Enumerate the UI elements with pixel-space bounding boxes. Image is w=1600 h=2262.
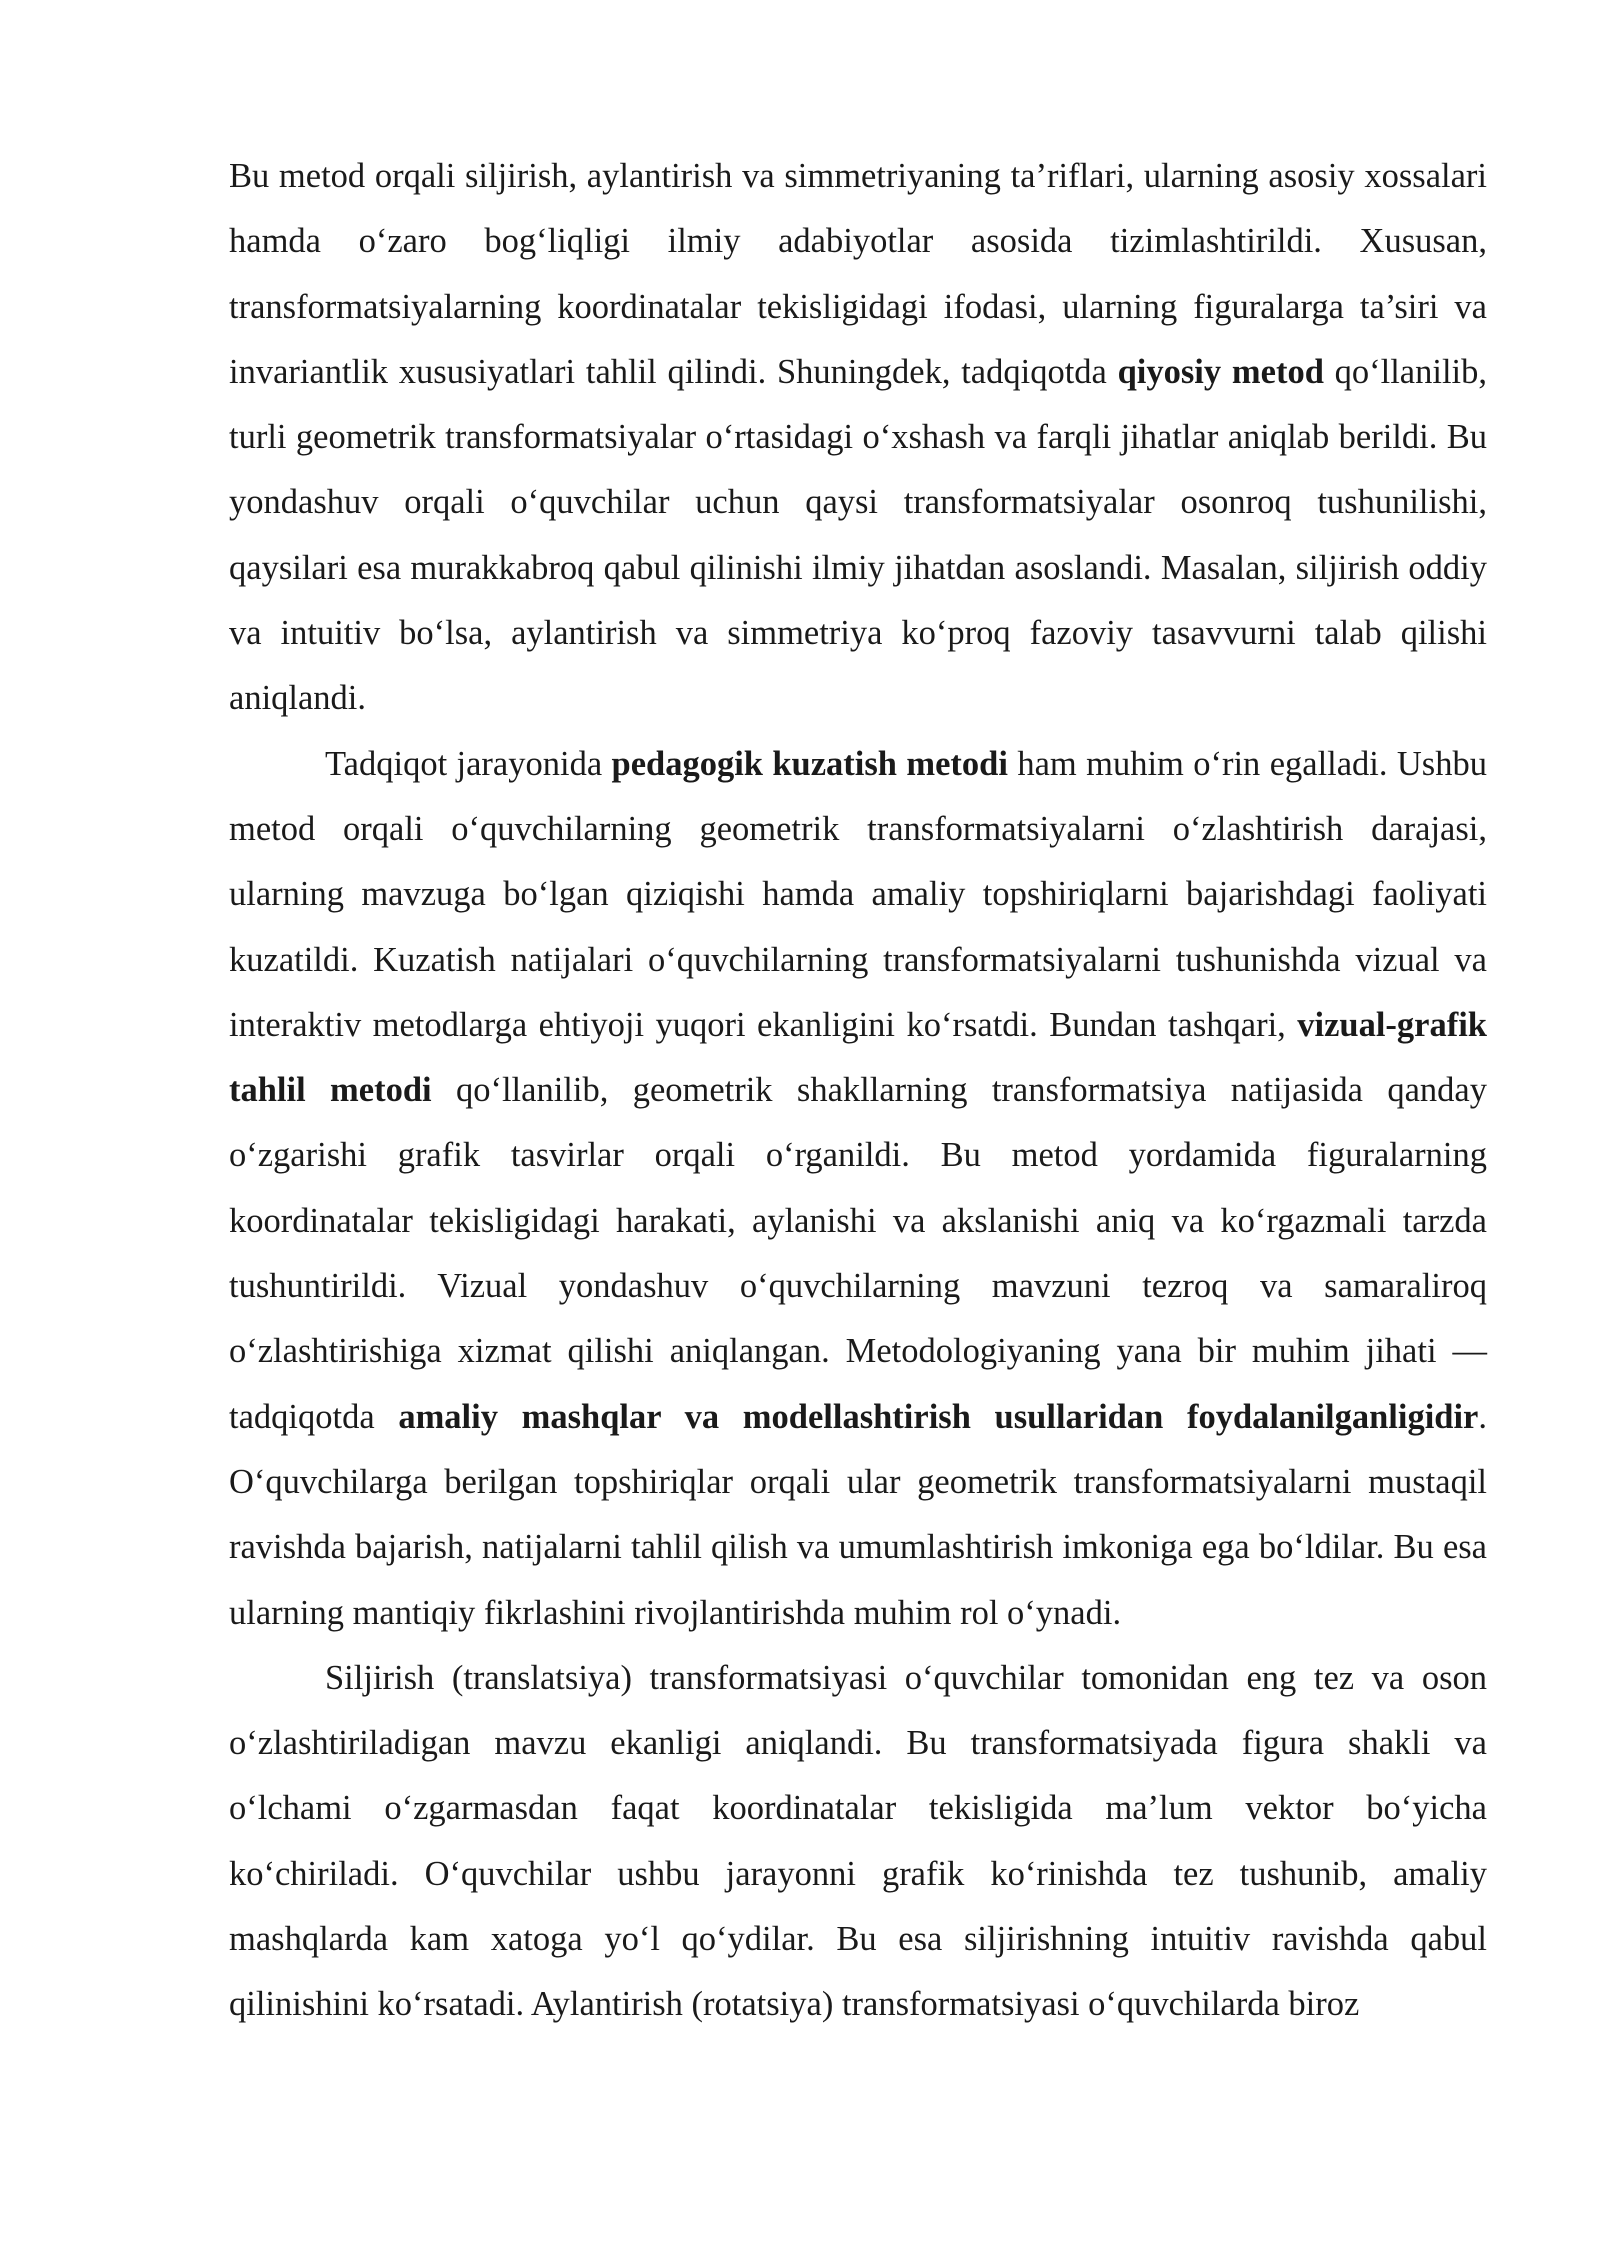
bold-term-vizual-grafik: vizual-grafik tahlil metodi [229, 1005, 1487, 1110]
text-run: qo‘llanilib, turli geometrik transformatsiyalar o‘rtasidagi o‘xshash va farqli jihatlar aniqlab berildi. Bu yondashuv orqali o‘quvchilar uchun qaysi transformatsiyalar osonroq tushunilishi, qaysilari esa murakkabroq qabul qilinishi ilmiy jihatdan asoslandi. Masalan, siljirish oddiy va intuitiv bo‘lsa, aylantirish va simmetriya ko‘proq fazoviy tasavvurni talab qilishi aniqlandi. [229, 352, 1488, 718]
bold-term-qiyosiy-metod: qiyosiy metod [1117, 352, 1324, 391]
paragraph-methods-comparison [229, 144, 1487, 732]
text-run: . O‘quvchilarga berilgan topshiriqlar orqali ular geometrik transformatsiyalarni mustaqil ravishda bajarish, natijalarni tahlil qilish va umumlashtirish imkoniga ega bo‘ldilar. Bu esa ularning mantiqiy fikrlashini rivojlantirishda muhim rol o‘ynadi. [229, 1397, 1487, 1632]
paragraph-pedagogical-observation [229, 732, 1487, 1646]
bold-term-amaliy-mashqlar: amaliy mashqlar va modellashtirish usullaridan foydalanilganligidir [398, 1397, 1479, 1436]
text-run: Tadqiqot jarayonida [325, 744, 612, 783]
text-run: Bu metod orqali siljirish, aylantirish va simmetriyaning ta’riflari, ularning asosiy xossalari hamda o‘zaro bog‘liqligi ilmiy adabiyotlar asosida tizimlashtirildi. Xususan, transformatsiyalarning koordinatalar tekisligidagi ifodasi, ularning figuralarga ta’siri va invariantlik xususiyatlari tahlil qilindi. Shuningdek, tadqiqotda [229, 157, 1487, 391]
document-page [229, 144, 1487, 2038]
text-run: qo‘llanilib, geometrik shakllarning transformatsiya natijasida qanday o‘zgarishi grafik tasvirlar orqali o‘rganildi. Bu metod yordamida figuralarning koordinatalar tekisligidagi harakati, aylanishi va akslanishi aniq va ko‘rgazmali tarzda tushuntirildi. Vizual yondashuv o‘quvchilarning mavzuni tezroq va samaraliroq o‘zlashtirishiga xizmat qilishi aniqlangan. Metodologiyaning yana bir muhim jihati — tadqiqotda [229, 1071, 1487, 1436]
text-run: ham muhim o‘rin egalladi. Ushbu metod orqali o‘quvchilarning geometrik transformatsiyalarni o‘zlashtirish darajasi, ularning mavzuga bo‘lgan qiziqishi hamda amaliy topshiriqlarni bajarishdagi faoliyati kuzatildi. Kuzatish natijalari o‘quvchilarning transformatsiyalarni tushunishda vizual va interaktiv metodlarga ehtiyoji yuqori ekanligini ko‘rsatdi. Bundan tashqari, [229, 744, 1487, 1044]
bold-term-pedagogik-kuzatish: pedagogik kuzatish metodi [611, 744, 1008, 783]
paragraph-translation-results [229, 1646, 1487, 2038]
text-run: Siljirish (translatsiya) transformatsiyasi o‘quvchilar tomonidan eng tez va oson o‘zlashtiriladigan mavzu ekanligi aniqlandi. Bu transformatsiyada figura shakli va o‘lchami o‘zgarmasdan faqat koordinatalar tekisligida ma’lum vektor bo‘yicha ko‘chiriladi. O‘quvchilar ushbu jarayonni grafik ko‘rinishda tez tushunib, amaliy mashqlarda kam xatoga yo‘l qo‘ydilar. Bu esa siljirishning intuitiv ravishda qabul qilinishini ko‘rsatadi. Aylantirish (rotatsiya) transformatsiyasi o‘quvchilarda biroz [229, 1658, 1487, 2024]
